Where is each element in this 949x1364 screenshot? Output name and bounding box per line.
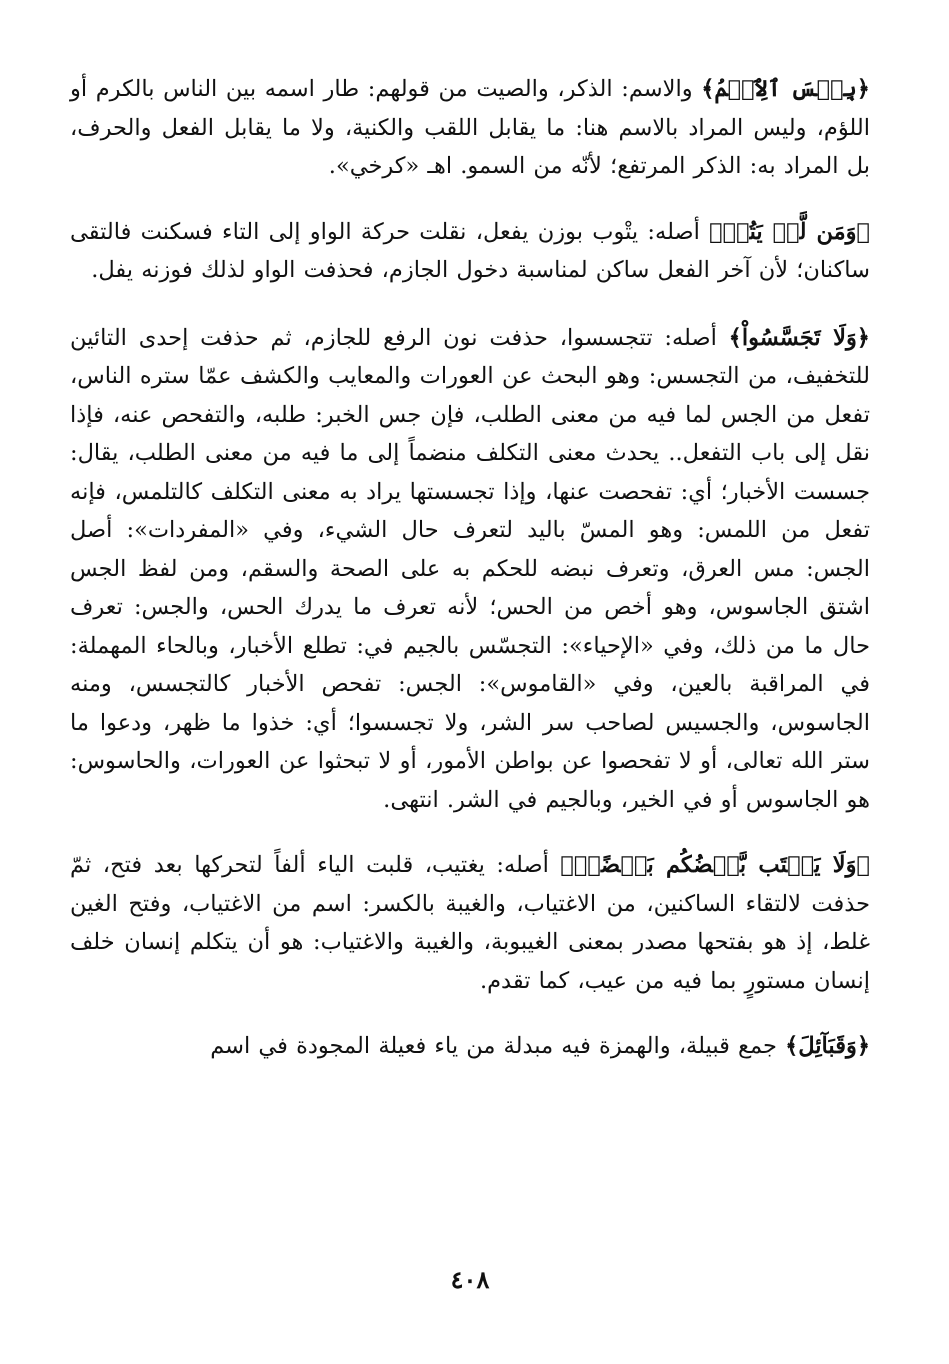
paragraph-spacer bbox=[70, 186, 870, 213]
page-number: ٤٠٨ bbox=[450, 1265, 490, 1294]
paragraph-spacer bbox=[70, 290, 870, 319]
paragraph-bisa-al-ism bbox=[70, 70, 870, 186]
document-page bbox=[70, 70, 870, 1360]
paragraph-wa-qabail bbox=[70, 1027, 870, 1066]
paragraph-text: أصله: يتْوب بوزن يفعل، نقلت حركة الواو إلى التاء فسكنت فالتقى ساكنان؛ لأن آخر الفعل ساكن لمناسبة دخول الجازم، فحذفت الواو لذلك فوزنه يفل. bbox=[70, 218, 870, 283]
paragraph-text: أصله: يغتيب، قلبت الياء ألفاً لتحركها بعد فتح، ثمّ حذفت لالتقاء الساكنين، من الاغتياب، والغيبة بالكسر: اسم من الاغتياب، وفتح الغين غلط، إذ هو بفتحها مصدر بمعنى الغيبوبة، والغيبة والاغتياب: هو أن يتكلم إنسان خلف إنسان مستورٍ بما فيه من عيب، كما تقدم. bbox=[70, 852, 870, 994]
paragraph-spacer bbox=[70, 819, 870, 846]
quranic-quote: ﴿بِئۡسَ ٱلِٱسۡمُ﴾ bbox=[701, 76, 870, 102]
paragraph-text: والاسم: الذكر، والصيت من قولهم: طار اسمه بين الناس بالكرم أو اللؤم، وليس المراد بالاسم هنا: ما يقابل اللقب والكنية، ولا ما يقابل الفعل والحرف، بل المراد به: الذكر المرتفع؛ لأنّه من السمو. اهـ «كرخي». bbox=[70, 76, 870, 179]
paragraph-wa-la-tajassasu bbox=[70, 319, 870, 820]
paragraph-wa-la-yaghtab bbox=[70, 846, 870, 1000]
paragraph-text: جمع قبيلة، والهمزة فيه مبدلة من ياء فعيلة المجودة في اسم bbox=[210, 1033, 786, 1059]
paragraph-wa-man-lam-yatub bbox=[70, 213, 870, 290]
paragraph-text: أصله: تتجسسوا، حذفت نون الرفع للجازم، ثم حذفت إحدى التائين للتخفيف، من التجسس: وهو البحث عن العورات والمعايب والكشف عمّا ستره الناس، تفعل من الجس لما فيه من معنى الطلب، فإن جس الخبر: طلبه، والتفحص عنه، فإذا نقل إلى باب التفعل.. يحدث معنى التكلف منضماً إلى ما فيه من معنى الطلب، يقال: جسست الأخبار؛ أي: تفحصت عنها، وإذا تجسستها يراد به معنى التكلف كالتلمس، فإنه تفعل من اللمس: وهو المسّ باليد لتعرف حال الشيء، وفي «المفردات»: أصل الجس: مس العرق، وتعرف نبضه للحكم به على الصحة والسقم، ومن لفظ الجس اشتق الجاسوس، وهو أخص من الحس؛ لأنه تعرف ما يدرك الحس، والجس: تعرف حال ما من ذلك، وفي «الإحياء»: التجسّس بالجيم في: تطلع الأخبار، وبالحاء المهملة: في المراقبة بالعين، وفي «القاموس»: الجس: تفحص الأخبار كالتجسس، ومنه الجاسوس، والجسيس لصاحب سر الشر، ولا تجسسوا؛ أي: خذوا ما ظهر، ودعوا ما ستر الله تعالى، أو لا تفحصوا عن بواطن الأمور، أو لا تبحثوا عن العورات، والحاسوس: هو الجاسوس أو في الخير، وبالجيم في الشر. انتهى. bbox=[70, 324, 870, 813]
quranic-quote: ﴿وَلَا يَغۡتَب بَّعۡضُكُم بَعۡضًاۚ﴾ bbox=[560, 852, 870, 878]
quranic-quote: ﴿وَمَن لَّمۡ يَتُبۡ﴾ bbox=[709, 218, 870, 245]
paragraph-spacer bbox=[70, 1000, 870, 1027]
quranic-quote: ﴿وَلَا تَجَسَّسُواْ﴾ bbox=[728, 324, 870, 351]
quranic-quote: ﴿وَقَبَآئِلَ﴾ bbox=[785, 1033, 870, 1059]
